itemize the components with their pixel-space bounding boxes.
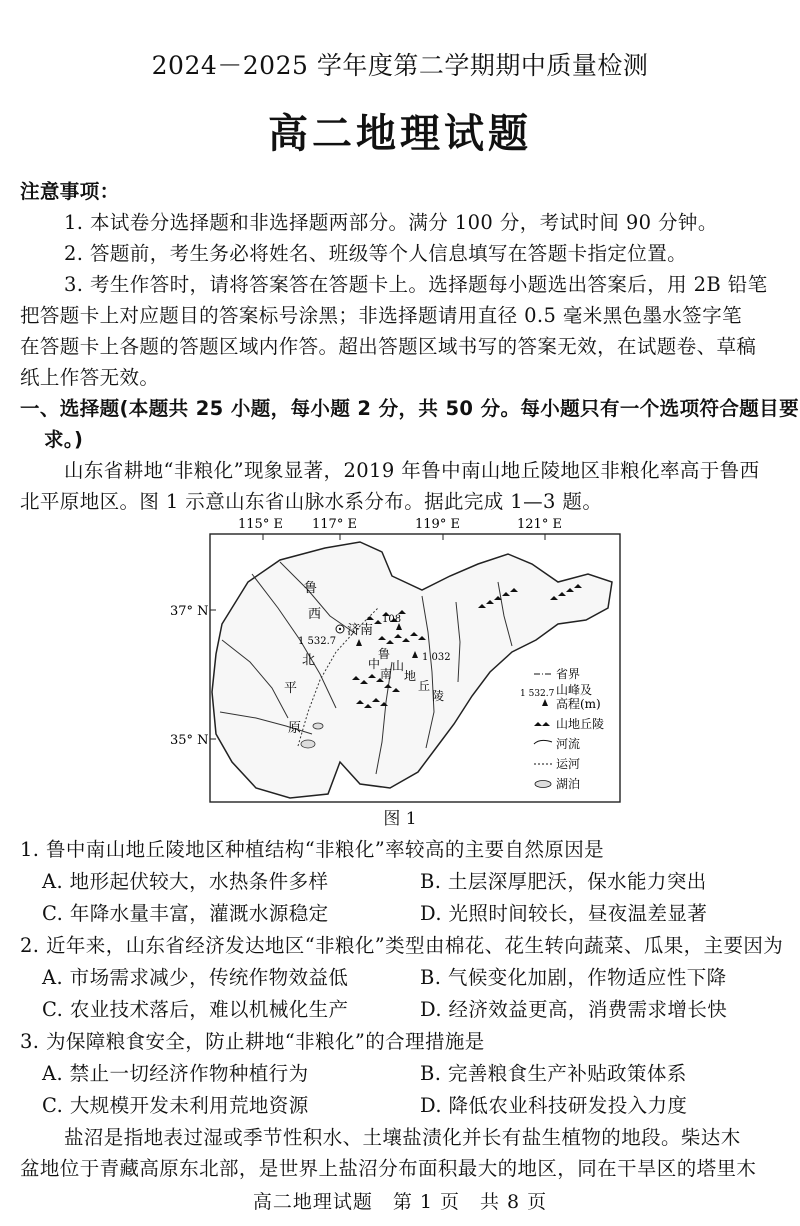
lon-label: 121° E bbox=[517, 517, 562, 532]
question-option: A. 市场需求减少，传统作物效益低 bbox=[42, 966, 349, 989]
legend-label: 高程(m) bbox=[556, 697, 601, 711]
question-stem: 2. 近年来，山东省经济发达地区“非粮化”类型由棉花、花生转向蔬菜、瓜果，主要因为 bbox=[20, 934, 784, 957]
region-label: 平 bbox=[284, 681, 298, 696]
question-stem: 1. 鲁中南山地丘陵地区种植结构“非粮化”率较高的主要自然原因是 bbox=[20, 838, 605, 861]
note-line: 1. 本试卷分选择题和非选择题两部分。满分 100 分，考试时间 90 分钟。 bbox=[64, 211, 718, 234]
exam-title: 高二地理试题 bbox=[268, 111, 532, 157]
shandong-map-figure bbox=[160, 512, 640, 812]
region-label: 南 bbox=[380, 667, 393, 681]
region-label: 鲁 bbox=[378, 647, 391, 661]
passage-line: 北平原地区。图 1 示意山东省山脉水系分布。据此完成 1—3 题。 bbox=[20, 490, 603, 513]
region-label: 西 bbox=[308, 607, 322, 622]
region-label: 北 bbox=[302, 653, 316, 668]
region-label: 鲁 bbox=[304, 581, 318, 596]
question-option: C. 农业技术落后，难以机械化生产 bbox=[42, 998, 349, 1021]
passage-line: 盐沼是指地表过湿或季节性积水、土壤盐渍化并长有盐生植物的地段。柴达木 bbox=[64, 1126, 741, 1149]
legend-label: 山峰及 bbox=[556, 683, 593, 697]
legend-label: 湖泊 bbox=[556, 777, 581, 791]
question-option: B. 完善粮食生产补贴政策体系 bbox=[420, 1062, 687, 1085]
question-stem: 3. 为保障粮食安全，防止耕地“非粮化”的合理措施是 bbox=[20, 1030, 485, 1053]
map-legend bbox=[520, 666, 604, 791]
legend-label: 省界 bbox=[556, 667, 581, 681]
region-label: 地 bbox=[404, 669, 417, 683]
notes-heading: 注意事项： bbox=[20, 180, 120, 203]
elevation-label: 108 bbox=[382, 614, 402, 625]
note-line: 2. 答题前，考生务必将姓名、班级等个人信息填写在答题卡指定位置。 bbox=[64, 242, 688, 265]
legend-label: 河流 bbox=[556, 737, 581, 751]
city-label: 济南 bbox=[347, 623, 374, 638]
region-label: 原 bbox=[288, 721, 302, 736]
passage-line: 盆地位于青藏高原东北部，是世界上盐沼分布面积最大的地区，同在干旱区的塔里木 bbox=[20, 1157, 757, 1180]
region-label: 山 bbox=[392, 659, 405, 673]
lat-label: 37° N bbox=[170, 604, 209, 619]
elevation-label: 1 532.7 bbox=[298, 636, 337, 647]
section-heading-cont: 求。) bbox=[44, 428, 84, 451]
note-line: 3. 考生作答时，请将答案答在答题卡上。选择题每小题选出答案后，用 2B 铅笔 bbox=[64, 273, 768, 296]
question-option: D. 光照时间较长，昼夜温差显著 bbox=[420, 902, 708, 925]
lon-label: 117° E bbox=[312, 517, 357, 532]
exam-term: 2024－2025 学年度第二学期期中质量检测 bbox=[151, 51, 649, 80]
note-line: 把答题卡上对应题目的答案标号涂黑；非选择题请用直径 0.5 毫米黑色墨水签字笔 bbox=[20, 304, 743, 327]
question-option: B. 土层深厚肥沃，保水能力突出 bbox=[420, 870, 707, 893]
question-option: C. 大规模开发未利用荒地资源 bbox=[42, 1094, 309, 1117]
elevation-label: 1 032 bbox=[422, 652, 451, 663]
figure-caption: 图 1 bbox=[383, 809, 417, 829]
note-line: 在答题卡上各题的答题区域内作答。超出答题区域书写的答案无效，在试题卷、草稿 bbox=[20, 335, 757, 358]
question-option: A. 禁止一切经济作物种植行为 bbox=[42, 1062, 309, 1085]
legend-label: 1 532.7 bbox=[520, 689, 555, 699]
question-option: B. 气候变化加剧，作物适应性下降 bbox=[420, 966, 727, 989]
region-label: 中 bbox=[368, 657, 381, 671]
question-option: A. 地形起伏较大，水热条件多样 bbox=[42, 870, 329, 893]
legend-label: 山地丘陵 bbox=[556, 717, 605, 731]
section-heading: 一、选择题(本题共 25 小题，每小题 2 分，共 50 分。每小题只有一个选项符合题目要 bbox=[20, 397, 799, 420]
question-option: D. 经济效益更高，消费需求增长快 bbox=[420, 998, 728, 1021]
lon-label: 119° E bbox=[415, 517, 460, 532]
question-option: D. 降低农业科技研发投入力度 bbox=[420, 1094, 688, 1117]
note-line: 纸上作答无效。 bbox=[20, 366, 160, 389]
legend-label: 运河 bbox=[556, 757, 581, 771]
lat-label: 35° N bbox=[170, 733, 209, 748]
question-option: C. 年降水量丰富，灌溉水源稳定 bbox=[42, 902, 329, 925]
lon-label: 115° E bbox=[238, 517, 283, 532]
region-label: 陵 bbox=[432, 689, 445, 703]
region-label: 丘 bbox=[418, 679, 431, 693]
page-footer: 高二地理试题 第 1 页 共 8 页 bbox=[252, 1191, 548, 1213]
passage-line: 山东省耕地“非粮化”现象显著，2019 年鲁中南山地丘陵地区非粮化率高于鲁西 bbox=[64, 459, 760, 482]
